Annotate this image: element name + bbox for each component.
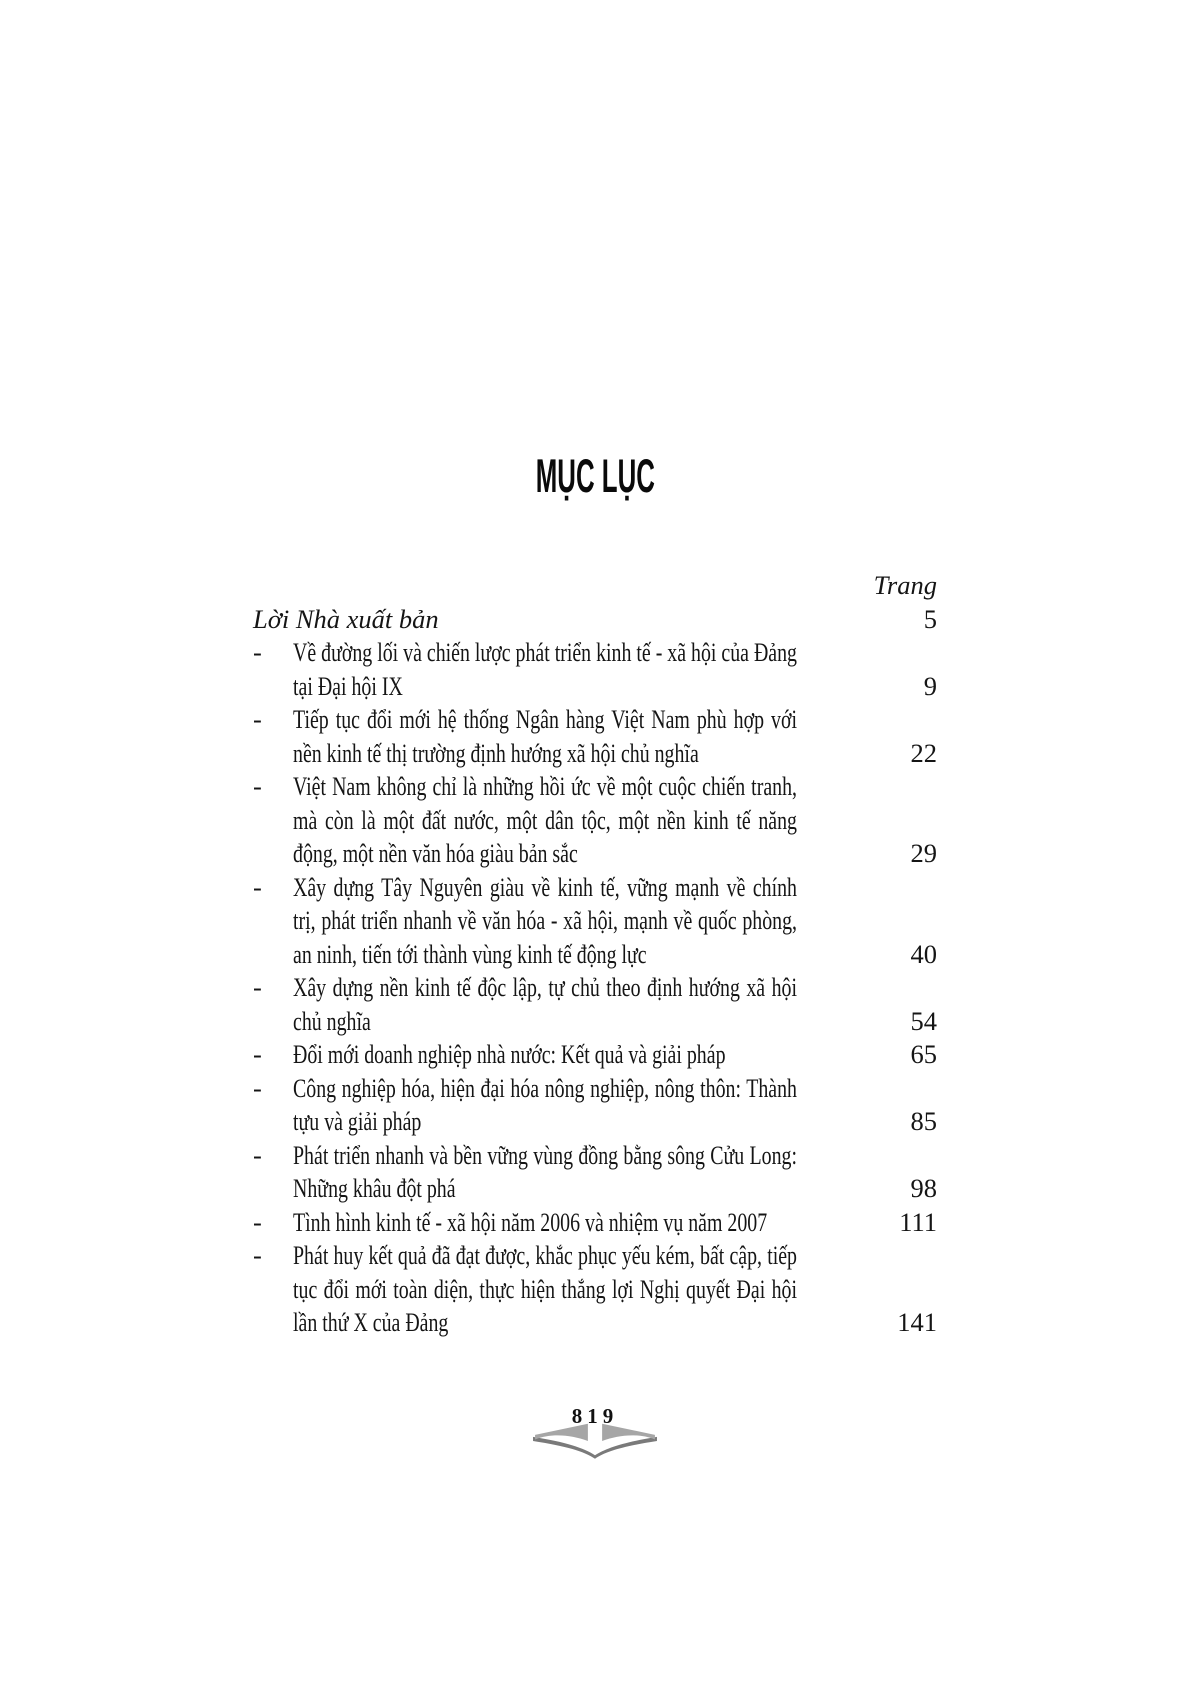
entry-bullet: -	[253, 972, 262, 1002]
column-header-trang: Trang	[873, 570, 937, 600]
entry-text: Công nghiệp hóa, hiện đại hóa nông nghiệp, nông thôn: Thành tựu và giải pháp	[293, 1072, 797, 1136]
entry-bullet: -	[253, 637, 262, 667]
toc-entry	[253, 871, 937, 972]
toc-entry	[253, 1206, 937, 1240]
entry-bullet: -	[253, 771, 262, 801]
page-footer	[0, 1404, 1190, 1460]
toc-entry	[253, 971, 937, 1038]
entry-bullet: -	[253, 1206, 262, 1237]
preface-row	[253, 603, 937, 637]
entry-page-number: 54	[910, 1005, 937, 1036]
entry-text: Việt Nam không chỉ là những hồi ức về một cuộc chiến tranh, mà còn là một đất nước, một dân tộc, một nền kinh tế năng động, một nền văn hóa giàu bản sắc	[293, 771, 797, 868]
entry-page-number: 111	[899, 1206, 937, 1237]
table-of-contents	[253, 569, 937, 1340]
entry-page-number: 141	[897, 1307, 937, 1337]
entry-bullet: -	[253, 871, 262, 902]
entry-page-number: 9	[923, 670, 937, 701]
page-title	[0, 449, 1190, 502]
entry-text: Xây dựng Tây Nguyên giàu về kinh tế, vững mạnh về chính trị, phát triển nhanh về văn hóa - xã hội, mạnh về quốc phòng, an ninh, tiến tới thành vùng kinh tế động lực	[293, 871, 797, 969]
entry-text: Xây dựng nền kinh tế độc lập, tự chủ theo định hướng xã hội chủ nghĩa	[293, 972, 797, 1036]
entry-text: Về đường lối và chiến lược phát triển kinh tế - xã hội của Đảng tại Đại hội IX	[293, 637, 797, 701]
entry-page-number: 65	[910, 1039, 937, 1069]
preface-page-number: 5	[923, 603, 937, 634]
entry-page-number: 22	[910, 737, 937, 768]
toc-entry	[253, 636, 937, 703]
entry-page-number: 29	[910, 838, 937, 868]
entry-text: Phát triển nhanh và bền vững vùng đồng bằng sông Cửu Long: Những khâu đột phá	[293, 1139, 797, 1203]
entry-page-number: 85	[910, 1106, 937, 1136]
entry-bullet: -	[253, 1240, 262, 1270]
entry-text: Phát huy kết quả đã đạt được, khắc phục yếu kém, bất cập, tiếp tục đổi mới toàn diện, thực hiện thắng lợi Nghị quyết Đại hội lần thứ X của Đảng	[293, 1240, 797, 1337]
entry-bullet: -	[253, 704, 262, 734]
entry-page-number: 98	[910, 1173, 937, 1203]
toc-entry	[253, 1139, 937, 1206]
entry-page-number: 40	[910, 938, 937, 969]
toc-entry	[253, 770, 937, 871]
page-title-text: MỤC LỤC	[535, 449, 655, 502]
toc-entries	[253, 636, 937, 1340]
entry-text: Đổi mới doanh nghiệp nhà nước: Kết quả và giải pháp	[293, 1039, 726, 1069]
entry-bullet: -	[253, 1039, 262, 1069]
toc-entry	[253, 1072, 937, 1139]
entry-text: Tình hình kinh tế - xã hội năm 2006 và nhiệm vụ năm 2007	[293, 1206, 768, 1237]
entry-bullet: -	[253, 1139, 262, 1170]
folio-number: 819	[571, 1404, 619, 1428]
entry-bullet: -	[253, 1072, 262, 1103]
preface-label: Lời Nhà xuất bản	[253, 603, 439, 634]
toc-entry	[253, 703, 937, 770]
toc-entry	[253, 1038, 937, 1072]
entry-text: Tiếp tục đổi mới hệ thống Ngân hàng Việt Nam phù hợp với nền kinh tế thị trường định hướng xã hội chủ nghĩa	[293, 704, 797, 768]
toc-entry	[253, 1239, 937, 1340]
